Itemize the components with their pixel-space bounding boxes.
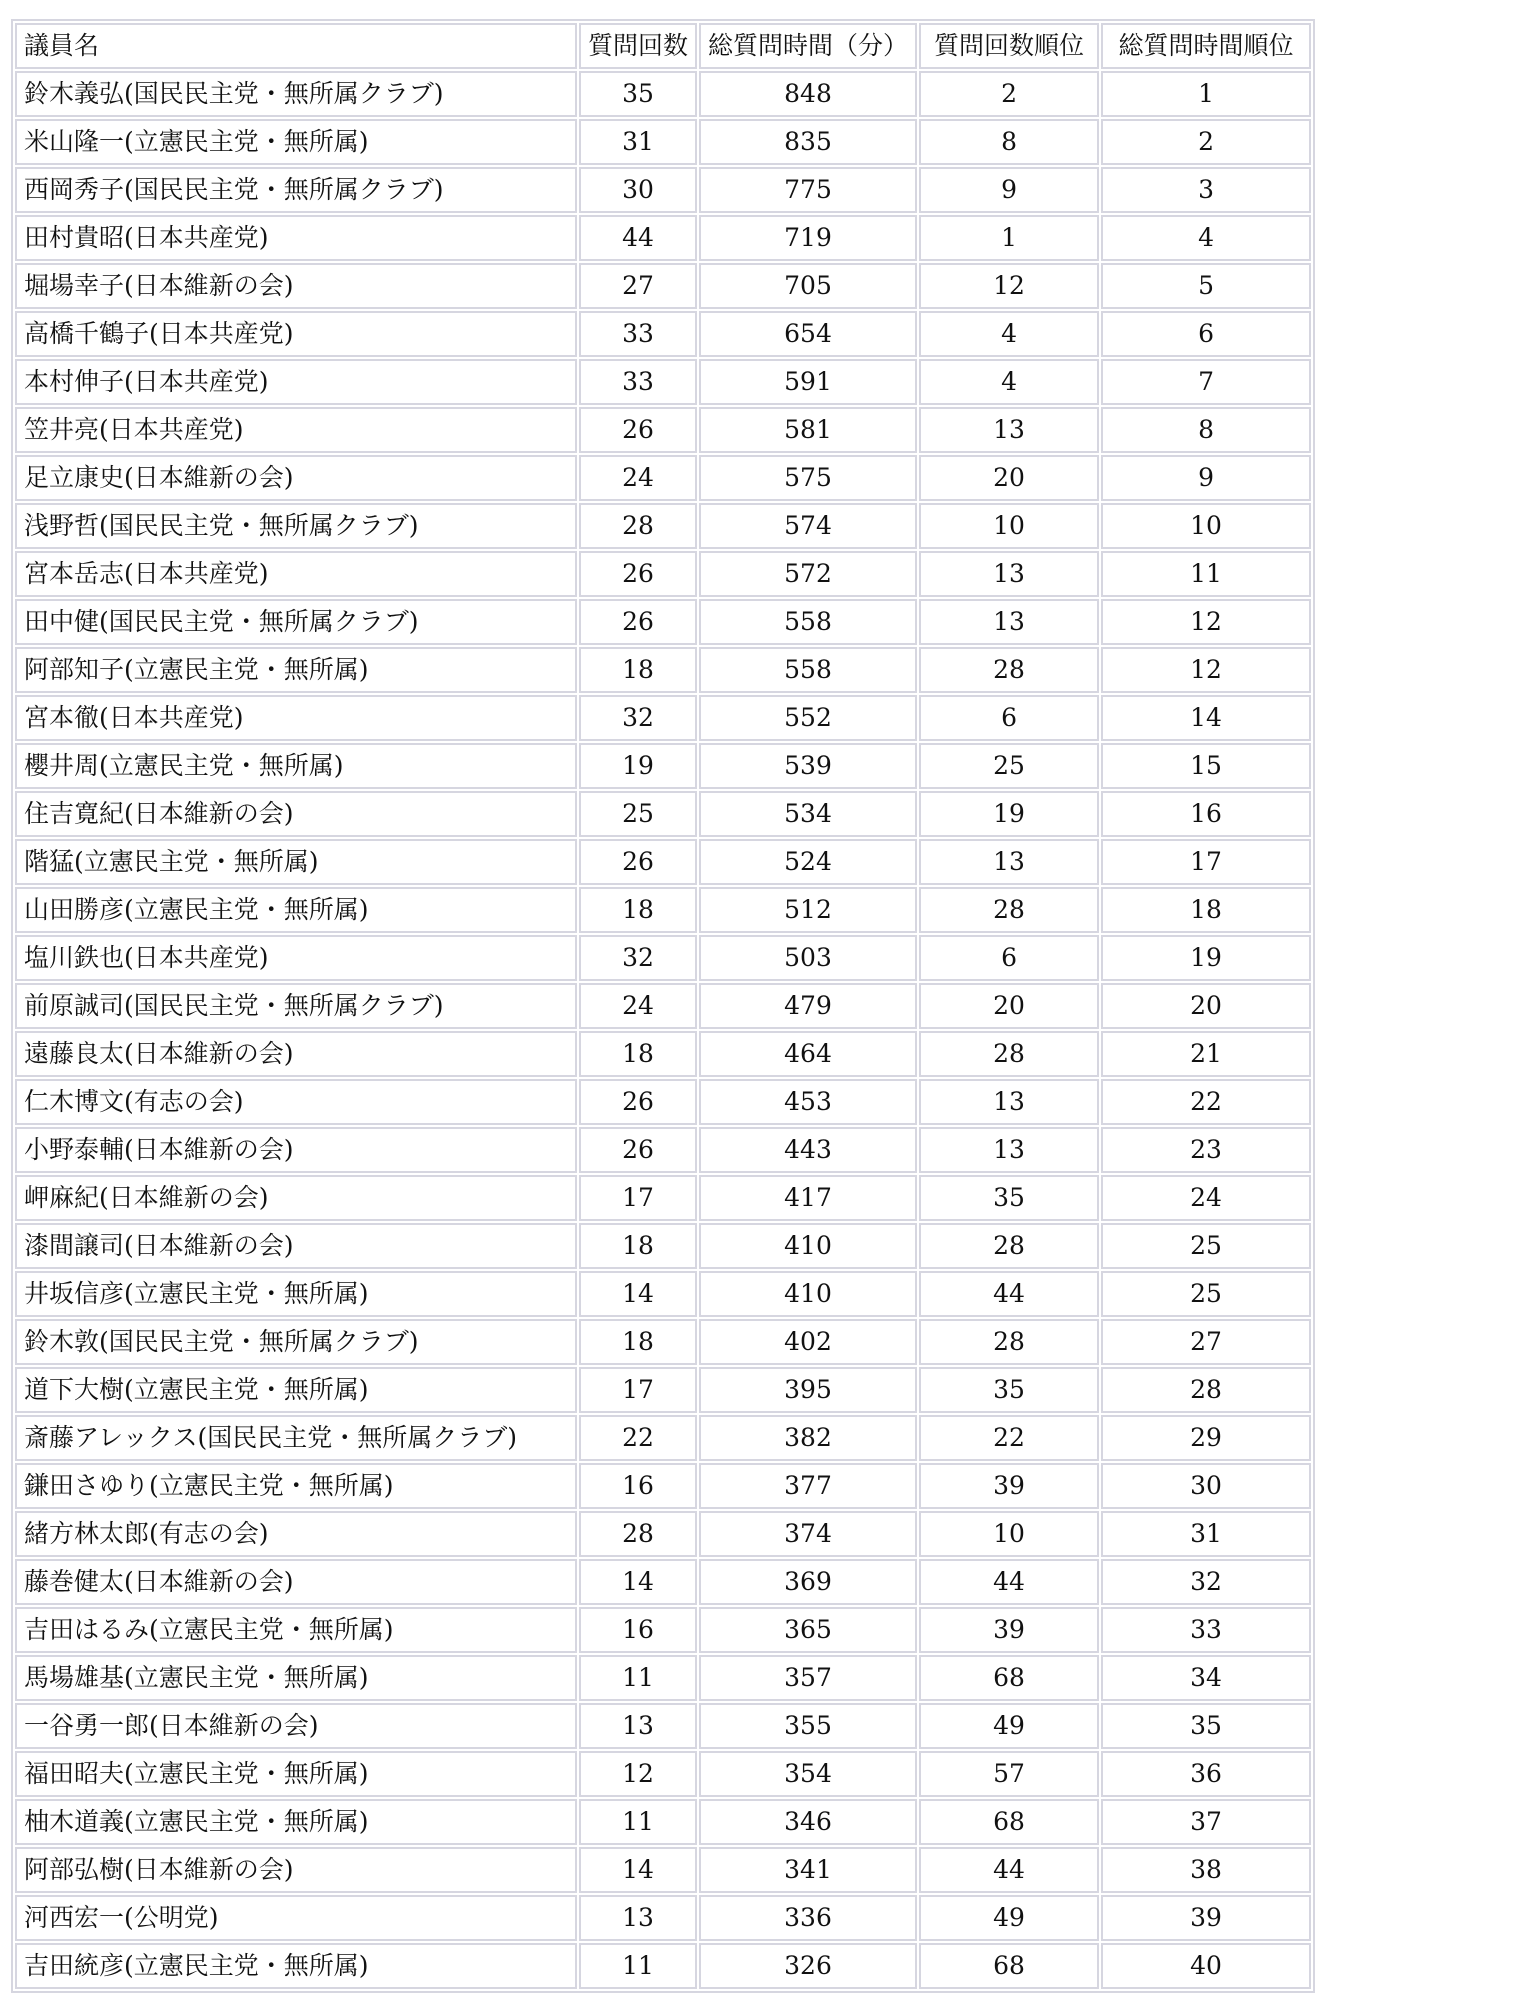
member-name-cell: 前原誠司(国民民主党・無所属クラブ): [15, 983, 577, 1029]
time-rank-cell: 38: [1101, 1847, 1311, 1893]
table-row: [15, 887, 1311, 933]
time-rank-cell: 35: [1101, 1703, 1311, 1749]
total-time-cell: 341: [699, 1847, 917, 1893]
member-name-cell: 馬場雄基(立憲民主党・無所属): [15, 1655, 577, 1701]
table-row: [15, 551, 1311, 597]
member-name-cell: 宮本岳志(日本共産党): [15, 551, 577, 597]
total-time-cell: 558: [699, 599, 917, 645]
time-rank-cell: 37: [1101, 1799, 1311, 1845]
time-rank-cell: 33: [1101, 1607, 1311, 1653]
time-rank-cell: 14: [1101, 695, 1311, 741]
time-rank-cell: 24: [1101, 1175, 1311, 1221]
table-row: [15, 1127, 1311, 1173]
total-time-cell: 719: [699, 215, 917, 261]
question-count-cell: 31: [579, 119, 697, 165]
count-rank-cell: 19: [919, 791, 1099, 837]
member-name-cell: 河西宏一(公明党): [15, 1895, 577, 1941]
member-name-cell: 浅野哲(国民民主党・無所属クラブ): [15, 503, 577, 549]
total-time-cell: 572: [699, 551, 917, 597]
count-rank-cell: 57: [919, 1751, 1099, 1797]
question-count-cell: 12: [579, 1751, 697, 1797]
total-time-cell: 417: [699, 1175, 917, 1221]
count-rank-cell: 4: [919, 311, 1099, 357]
table-row: [15, 455, 1311, 501]
table-row: [15, 71, 1311, 117]
question-count-cell: 26: [579, 1079, 697, 1125]
total-time-cell: 654: [699, 311, 917, 357]
total-time-cell: 374: [699, 1511, 917, 1557]
member-name-cell: 足立康史(日本維新の会): [15, 455, 577, 501]
total-time-cell: 354: [699, 1751, 917, 1797]
member-name-cell: 鎌田さゆり(立憲民主党・無所属): [15, 1463, 577, 1509]
question-count-cell: 18: [579, 1031, 697, 1077]
question-count-cell: 35: [579, 71, 697, 117]
table-row: [15, 167, 1311, 213]
total-time-cell: 377: [699, 1463, 917, 1509]
total-time-cell: 574: [699, 503, 917, 549]
question-count-cell: 16: [579, 1607, 697, 1653]
ranking-table-container: [11, 19, 1315, 1993]
header-question-count-rank: 質問回数順位: [919, 23, 1099, 69]
total-time-cell: 464: [699, 1031, 917, 1077]
total-time-cell: 581: [699, 407, 917, 453]
total-time-cell: 575: [699, 455, 917, 501]
time-rank-cell: 31: [1101, 1511, 1311, 1557]
time-rank-cell: 1: [1101, 71, 1311, 117]
count-rank-cell: 35: [919, 1175, 1099, 1221]
member-name-cell: 米山隆一(立憲民主党・無所属): [15, 119, 577, 165]
table-row: [15, 1463, 1311, 1509]
time-rank-cell: 22: [1101, 1079, 1311, 1125]
table-row: [15, 1607, 1311, 1653]
table-row: [15, 1271, 1311, 1317]
question-count-cell: 19: [579, 743, 697, 789]
table-row: [15, 1079, 1311, 1125]
total-time-cell: 365: [699, 1607, 917, 1653]
count-rank-cell: 13: [919, 1127, 1099, 1173]
total-time-cell: 443: [699, 1127, 917, 1173]
total-time-cell: 705: [699, 263, 917, 309]
header-total-time-rank: 総質問時間順位: [1101, 23, 1311, 69]
time-rank-cell: 39: [1101, 1895, 1311, 1941]
member-name-cell: 阿部弘樹(日本維新の会): [15, 1847, 577, 1893]
member-name-cell: 一谷勇一郎(日本維新の会): [15, 1703, 577, 1749]
member-name-cell: 堀場幸子(日本維新の会): [15, 263, 577, 309]
member-name-cell: 井坂信彦(立憲民主党・無所属): [15, 1271, 577, 1317]
table-row: [15, 407, 1311, 453]
time-rank-cell: 10: [1101, 503, 1311, 549]
count-rank-cell: 20: [919, 983, 1099, 1029]
member-name-cell: 阿部知子(立憲民主党・無所属): [15, 647, 577, 693]
count-rank-cell: 28: [919, 647, 1099, 693]
table-row: [15, 1511, 1311, 1557]
table-body: [15, 71, 1311, 1989]
time-rank-cell: 40: [1101, 1943, 1311, 1989]
count-rank-cell: 68: [919, 1655, 1099, 1701]
member-name-cell: 福田昭夫(立憲民主党・無所属): [15, 1751, 577, 1797]
table-row: [15, 119, 1311, 165]
header-total-question-time: 総質問時間（分）: [699, 23, 917, 69]
table-row: [15, 1319, 1311, 1365]
member-name-cell: 田村貴昭(日本共産党): [15, 215, 577, 261]
count-rank-cell: 49: [919, 1895, 1099, 1941]
question-count-cell: 27: [579, 263, 697, 309]
table-row: [15, 263, 1311, 309]
member-name-cell: 道下大樹(立憲民主党・無所属): [15, 1367, 577, 1413]
header-question-count: 質問回数: [579, 23, 697, 69]
count-rank-cell: 35: [919, 1367, 1099, 1413]
table-row: [15, 1943, 1311, 1989]
time-rank-cell: 4: [1101, 215, 1311, 261]
total-time-cell: 355: [699, 1703, 917, 1749]
time-rank-cell: 34: [1101, 1655, 1311, 1701]
table-row: [15, 935, 1311, 981]
total-time-cell: 534: [699, 791, 917, 837]
count-rank-cell: 13: [919, 599, 1099, 645]
table-row: [15, 599, 1311, 645]
member-name-cell: 田中健(国民民主党・無所属クラブ): [15, 599, 577, 645]
time-rank-cell: 7: [1101, 359, 1311, 405]
time-rank-cell: 29: [1101, 1415, 1311, 1461]
total-time-cell: 402: [699, 1319, 917, 1365]
count-rank-cell: 8: [919, 119, 1099, 165]
count-rank-cell: 28: [919, 1031, 1099, 1077]
count-rank-cell: 44: [919, 1559, 1099, 1605]
member-name-cell: 鈴木義弘(国民民主党・無所属クラブ): [15, 71, 577, 117]
member-name-cell: 階猛(立憲民主党・無所属): [15, 839, 577, 885]
table-row: [15, 1031, 1311, 1077]
header-member-name: 議員名: [15, 23, 577, 69]
table-row: [15, 1799, 1311, 1845]
time-rank-cell: 28: [1101, 1367, 1311, 1413]
total-time-cell: 395: [699, 1367, 917, 1413]
total-time-cell: 479: [699, 983, 917, 1029]
table-row: [15, 1703, 1311, 1749]
table-row: [15, 215, 1311, 261]
time-rank-cell: 15: [1101, 743, 1311, 789]
time-rank-cell: 12: [1101, 647, 1311, 693]
member-name-cell: 斎藤アレックス(国民民主党・無所属クラブ): [15, 1415, 577, 1461]
count-rank-cell: 13: [919, 407, 1099, 453]
member-name-cell: 笠井亮(日本共産党): [15, 407, 577, 453]
time-rank-cell: 27: [1101, 1319, 1311, 1365]
time-rank-cell: 30: [1101, 1463, 1311, 1509]
question-count-cell: 18: [579, 647, 697, 693]
member-name-cell: 住吉寛紀(日本維新の会): [15, 791, 577, 837]
table-row: [15, 1415, 1311, 1461]
question-count-cell: 28: [579, 1511, 697, 1557]
question-count-cell: 24: [579, 983, 697, 1029]
count-rank-cell: 22: [919, 1415, 1099, 1461]
total-time-cell: 326: [699, 1943, 917, 1989]
total-time-cell: 775: [699, 167, 917, 213]
member-name-cell: 遠藤良太(日本維新の会): [15, 1031, 577, 1077]
question-count-cell: 44: [579, 215, 697, 261]
time-rank-cell: 32: [1101, 1559, 1311, 1605]
count-rank-cell: 28: [919, 887, 1099, 933]
total-time-cell: 346: [699, 1799, 917, 1845]
question-count-cell: 32: [579, 935, 697, 981]
count-rank-cell: 44: [919, 1847, 1099, 1893]
table-row: [15, 743, 1311, 789]
member-name-cell: 緒方林太郎(有志の会): [15, 1511, 577, 1557]
question-count-cell: 32: [579, 695, 697, 741]
count-rank-cell: 44: [919, 1271, 1099, 1317]
question-count-cell: 11: [579, 1943, 697, 1989]
count-rank-cell: 49: [919, 1703, 1099, 1749]
question-count-cell: 26: [579, 599, 697, 645]
total-time-cell: 558: [699, 647, 917, 693]
table-row: [15, 1655, 1311, 1701]
member-name-cell: 吉田統彦(立憲民主党・無所属): [15, 1943, 577, 1989]
total-time-cell: 369: [699, 1559, 917, 1605]
member-name-cell: 漆間譲司(日本維新の会): [15, 1223, 577, 1269]
member-name-cell: 仁木博文(有志の会): [15, 1079, 577, 1125]
time-rank-cell: 8: [1101, 407, 1311, 453]
count-rank-cell: 1: [919, 215, 1099, 261]
table-row: [15, 1367, 1311, 1413]
total-time-cell: 382: [699, 1415, 917, 1461]
count-rank-cell: 20: [919, 455, 1099, 501]
question-count-cell: 33: [579, 359, 697, 405]
table-row: [15, 359, 1311, 405]
member-name-cell: 高橋千鶴子(日本共産党): [15, 311, 577, 357]
table-row: [15, 1895, 1311, 1941]
total-time-cell: 357: [699, 1655, 917, 1701]
count-rank-cell: 39: [919, 1607, 1099, 1653]
time-rank-cell: 16: [1101, 791, 1311, 837]
count-rank-cell: 28: [919, 1319, 1099, 1365]
count-rank-cell: 2: [919, 71, 1099, 117]
time-rank-cell: 3: [1101, 167, 1311, 213]
question-count-cell: 13: [579, 1703, 697, 1749]
count-rank-cell: 68: [919, 1943, 1099, 1989]
question-count-cell: 14: [579, 1271, 697, 1317]
count-rank-cell: 10: [919, 1511, 1099, 1557]
total-time-cell: 410: [699, 1271, 917, 1317]
question-count-cell: 18: [579, 887, 697, 933]
time-rank-cell: 11: [1101, 551, 1311, 597]
member-name-cell: 吉田はるみ(立憲民主党・無所属): [15, 1607, 577, 1653]
member-name-cell: 山田勝彦(立憲民主党・無所属): [15, 887, 577, 933]
question-count-cell: 18: [579, 1223, 697, 1269]
time-rank-cell: 12: [1101, 599, 1311, 645]
question-count-cell: 26: [579, 1127, 697, 1173]
count-rank-cell: 12: [919, 263, 1099, 309]
question-count-cell: 22: [579, 1415, 697, 1461]
time-rank-cell: 17: [1101, 839, 1311, 885]
member-name-cell: 西岡秀子(国民民主党・無所属クラブ): [15, 167, 577, 213]
question-count-cell: 11: [579, 1799, 697, 1845]
count-rank-cell: 13: [919, 839, 1099, 885]
table-row: [15, 983, 1311, 1029]
question-count-cell: 11: [579, 1655, 697, 1701]
table-row: [15, 311, 1311, 357]
time-rank-cell: 21: [1101, 1031, 1311, 1077]
table-row: [15, 1223, 1311, 1269]
question-count-cell: 13: [579, 1895, 697, 1941]
member-name-cell: 宮本徹(日本共産党): [15, 695, 577, 741]
total-time-cell: 539: [699, 743, 917, 789]
member-name-cell: 岬麻紀(日本維新の会): [15, 1175, 577, 1221]
member-name-cell: 藤巻健太(日本維新の会): [15, 1559, 577, 1605]
question-count-cell: 33: [579, 311, 697, 357]
total-time-cell: 835: [699, 119, 917, 165]
count-rank-cell: 39: [919, 1463, 1099, 1509]
count-rank-cell: 4: [919, 359, 1099, 405]
question-count-cell: 18: [579, 1319, 697, 1365]
question-count-cell: 14: [579, 1559, 697, 1605]
table-row: [15, 1847, 1311, 1893]
count-rank-cell: 6: [919, 935, 1099, 981]
time-rank-cell: 23: [1101, 1127, 1311, 1173]
question-count-cell: 28: [579, 503, 697, 549]
count-rank-cell: 13: [919, 1079, 1099, 1125]
time-rank-cell: 2: [1101, 119, 1311, 165]
question-count-cell: 24: [579, 455, 697, 501]
question-count-cell: 26: [579, 407, 697, 453]
question-count-cell: 14: [579, 1847, 697, 1893]
member-name-cell: 櫻井周(立憲民主党・無所属): [15, 743, 577, 789]
total-time-cell: 591: [699, 359, 917, 405]
total-time-cell: 336: [699, 1895, 917, 1941]
time-rank-cell: 5: [1101, 263, 1311, 309]
count-rank-cell: 10: [919, 503, 1099, 549]
count-rank-cell: 25: [919, 743, 1099, 789]
question-count-cell: 17: [579, 1367, 697, 1413]
question-count-cell: 30: [579, 167, 697, 213]
total-time-cell: 410: [699, 1223, 917, 1269]
question-count-cell: 16: [579, 1463, 697, 1509]
table-row: [15, 647, 1311, 693]
table-row: [15, 1175, 1311, 1221]
total-time-cell: 552: [699, 695, 917, 741]
question-count-cell: 17: [579, 1175, 697, 1221]
member-name-cell: 塩川鉄也(日本共産党): [15, 935, 577, 981]
time-rank-cell: 18: [1101, 887, 1311, 933]
time-rank-cell: 20: [1101, 983, 1311, 1029]
table-row: [15, 791, 1311, 837]
table-row: [15, 503, 1311, 549]
member-name-cell: 柚木道義(立憲民主党・無所属): [15, 1799, 577, 1845]
question-count-cell: 25: [579, 791, 697, 837]
total-time-cell: 848: [699, 71, 917, 117]
table-row: [15, 1751, 1311, 1797]
count-rank-cell: 68: [919, 1799, 1099, 1845]
table-row: [15, 839, 1311, 885]
time-rank-cell: 25: [1101, 1223, 1311, 1269]
member-name-cell: 本村伸子(日本共産党): [15, 359, 577, 405]
total-time-cell: 503: [699, 935, 917, 981]
count-rank-cell: 9: [919, 167, 1099, 213]
table-header-row: [15, 23, 1311, 69]
table-row: [15, 695, 1311, 741]
count-rank-cell: 28: [919, 1223, 1099, 1269]
member-name-cell: 鈴木敦(国民民主党・無所属クラブ): [15, 1319, 577, 1365]
time-rank-cell: 36: [1101, 1751, 1311, 1797]
count-rank-cell: 13: [919, 551, 1099, 597]
member-name-cell: 小野泰輔(日本維新の会): [15, 1127, 577, 1173]
total-time-cell: 524: [699, 839, 917, 885]
total-time-cell: 512: [699, 887, 917, 933]
time-rank-cell: 6: [1101, 311, 1311, 357]
time-rank-cell: 19: [1101, 935, 1311, 981]
question-count-cell: 26: [579, 839, 697, 885]
table-row: [15, 1559, 1311, 1605]
total-time-cell: 453: [699, 1079, 917, 1125]
time-rank-cell: 25: [1101, 1271, 1311, 1317]
time-rank-cell: 9: [1101, 455, 1311, 501]
count-rank-cell: 6: [919, 695, 1099, 741]
question-ranking-table: [11, 19, 1315, 1993]
question-count-cell: 26: [579, 551, 697, 597]
